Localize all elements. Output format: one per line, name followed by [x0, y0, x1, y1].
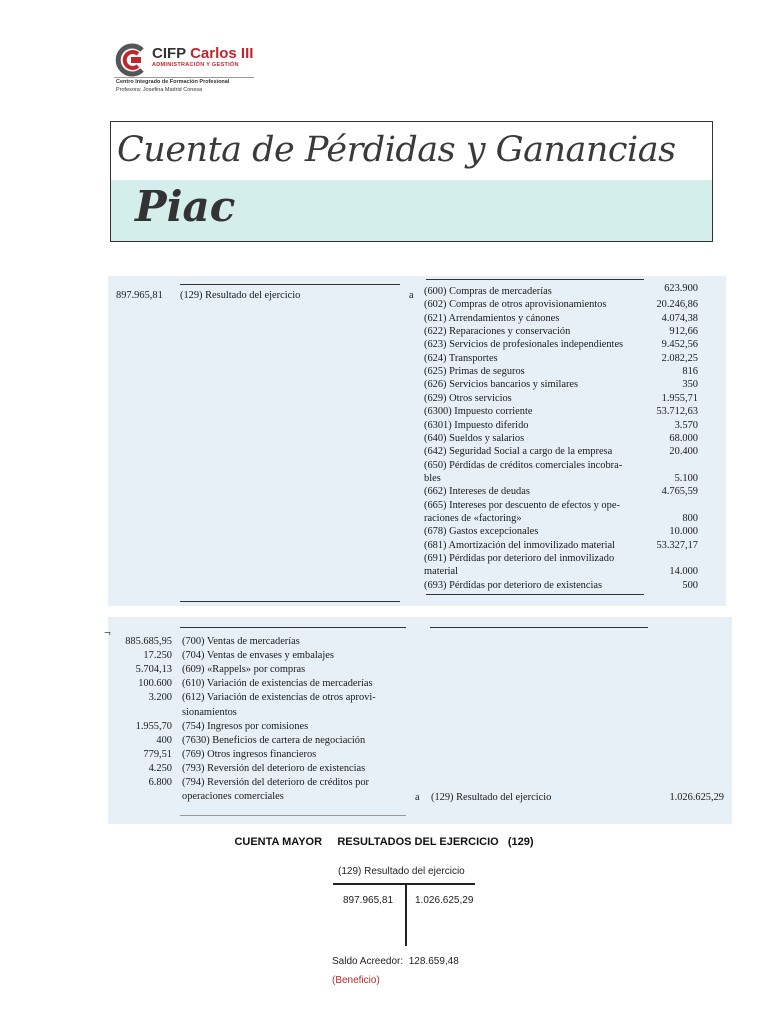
entry-top-line-right: [426, 279, 644, 280]
expense-row-amount: 2.082,25: [661, 352, 698, 364]
income-row-amount: 6.800: [148, 777, 172, 788]
expense-row-amount: 53.327,17: [656, 539, 698, 551]
income-row-label: (610) Variación de existencias de mercaderías: [182, 678, 373, 690]
expense-row-label: raciones de «factoring»: [424, 512, 522, 524]
expense-row-label: (662) Intereses de deudas: [424, 486, 530, 498]
income-row-label: operaciones comerciales: [182, 791, 284, 803]
income-row-label: (609) «Rappels» por compras: [182, 664, 306, 676]
expense-row-amount: 500: [682, 579, 698, 591]
credit-amount: 1.026.625,29: [669, 792, 724, 803]
income-row-amount: 3.200: [148, 692, 172, 704]
expense-row-amount: 1.955,71: [661, 392, 698, 404]
income-row-amount: 400: [156, 734, 172, 746]
a-marker: a: [409, 290, 414, 301]
banner-subtitle: Piac: [135, 182, 236, 231]
expense-row-amount: 623.900: [664, 283, 698, 294]
income-row-label: (612) Variación de existencias de otros aprovi-: [182, 692, 376, 704]
income-row-label: sionamientos: [182, 706, 237, 718]
logo-divider: [114, 77, 254, 78]
saldo-line: [332, 956, 459, 967]
logo-name: CIFP Carlos III: [152, 45, 254, 62]
expense-row-amount: 350: [682, 379, 698, 391]
expense-row-label: (681) Amortización del inmovilizado material: [424, 539, 616, 551]
income-row-label: (793) Reversión del deterioro de existencias: [182, 762, 366, 774]
expense-row-amount: 912,66: [669, 326, 698, 338]
logo-center-name: Centro Integrado de Formación Profesional: [116, 79, 230, 85]
expense-row-label: (621) Arrendamientos y cánones: [424, 312, 560, 324]
expense-row-amount: 53.712,63: [656, 406, 698, 418]
debit-amount: 897.965,81: [116, 290, 163, 301]
expense-row-label: (642) Seguridad Social a cargo de la empresa: [424, 446, 613, 458]
expense-row-label: (6300) Impuesto corriente: [424, 406, 533, 418]
income-row-amount: 5.704,13: [135, 664, 172, 676]
expense-row-amount: 816: [682, 366, 698, 378]
tick-mark: ¬: [104, 625, 111, 639]
banner-title: Cuenta de Pérdidas y Ganancias: [117, 130, 676, 170]
income-row-label: (794) Reversión del deterioro de créditos por: [182, 777, 369, 788]
income-row-amount: 885.685,95: [125, 636, 172, 647]
expense-row-label: (625) Primas de seguros: [424, 366, 525, 378]
expense-row-label: (626) Servicios bancarios y similares: [424, 379, 579, 391]
entry-bottom-line: [180, 815, 406, 816]
expense-row-amount: 9.452,56: [661, 339, 698, 351]
logo-teacher: Profesora: Josefina Madrid Conesa: [116, 87, 203, 93]
journal-entry-expenses: [108, 276, 726, 606]
income-row-amount: 100.600: [138, 678, 172, 690]
expense-row-amount: 14.000: [669, 566, 698, 578]
saldo-label: Saldo Acreedor:: [332, 956, 404, 967]
entry-bottom-line-left: [180, 601, 400, 602]
title-banner: [110, 121, 713, 242]
saldo-value: 128.659,48: [408, 956, 459, 967]
entry-top-line-left: [180, 284, 400, 285]
expense-row-label: (624) Transportes: [424, 352, 498, 364]
expense-row-label: (693) Pérdidas por deterioro de existencias: [424, 579, 603, 591]
expense-row-amount: 800: [682, 512, 698, 524]
expense-row-label: bles: [424, 472, 441, 484]
expense-row-amount: 4.765,59: [661, 486, 698, 498]
expense-row-label: (650) Pérdidas de créditos comerciales incobra-: [424, 459, 623, 471]
journal-entry-income: [104, 617, 732, 824]
t-account-debit: 897.965,81: [343, 895, 394, 906]
income-row-amount: 1.955,70: [135, 720, 172, 732]
a-marker: a: [415, 792, 420, 803]
cifp-logo-icon: [114, 42, 150, 78]
expense-row-label: (600) Compras de mercaderías: [424, 286, 552, 297]
t-account-header: (129) Resultado del ejercicio: [338, 866, 465, 877]
expense-row-amount: 10.000: [669, 526, 698, 538]
expense-row-amount: 3.570: [674, 419, 698, 431]
expense-row-amount: 4.074,38: [661, 312, 698, 324]
credit-account: (129) Resultado del ejercicio: [431, 792, 552, 803]
expense-row-label: (665) Intereses por descuento de efectos y ope-: [424, 499, 620, 511]
income-row-label: (769) Otros ingresos financieros: [182, 748, 317, 760]
entry-top-line-left: [180, 627, 406, 628]
t-account-vertical: [405, 884, 407, 946]
income-row-label: (7630) Beneficios de cartera de negociación: [182, 734, 366, 746]
expense-row-amount: 68.000: [669, 432, 698, 444]
entry-bottom-line-right: [426, 594, 644, 595]
expense-row-label: (623) Servicios de profesionales independientes: [424, 339, 624, 351]
expense-row-label: (622) Reparaciones y conservación: [424, 326, 571, 338]
income-row-amount: 4.250: [148, 762, 172, 774]
income-row-amount: 17.250: [143, 650, 172, 662]
income-row-label: (754) Ingresos por comisiones: [182, 720, 309, 732]
cifp-logo: [114, 42, 314, 96]
expense-row-label: (629) Otros servicios: [424, 392, 512, 404]
expense-row-amount: 20.400: [669, 446, 698, 458]
t-account-credit: 1.026.625,29: [415, 895, 474, 906]
expense-row-label: (6301) Impuesto diferido: [424, 419, 529, 431]
expense-row-label: (678) Gastos excepcionales: [424, 526, 539, 538]
debit-account: (129) Resultado del ejercicio: [180, 290, 301, 301]
expense-row-amount: 5.100: [674, 472, 698, 484]
benefit-note: (Beneficio): [332, 975, 380, 986]
income-row-amount: 779,51: [143, 748, 172, 760]
income-row-label: (700) Ventas de mercaderías: [182, 636, 300, 647]
t-account-horizontal: [333, 883, 475, 885]
income-row-label: (704) Ventas de envases y embalajes: [182, 650, 334, 662]
expense-row-label: material: [424, 566, 459, 578]
expense-row-label: (640) Sueldos y salarios: [424, 432, 525, 444]
expense-row-amount: 20.246,86: [656, 299, 698, 311]
entry-top-line-right: [430, 627, 648, 628]
ledger-title: CUENTA MAYOR RESULTADOS DEL EJERCICIO (129): [234, 836, 534, 848]
expense-row-label: (691) Pérdidas por deterioro del inmovilizado: [424, 553, 615, 564]
logo-department: ADMINISTRACIÓN Y GESTIÓN: [152, 62, 239, 68]
expense-row-label: (602) Compras de otros aprovisionamientos: [424, 299, 607, 311]
